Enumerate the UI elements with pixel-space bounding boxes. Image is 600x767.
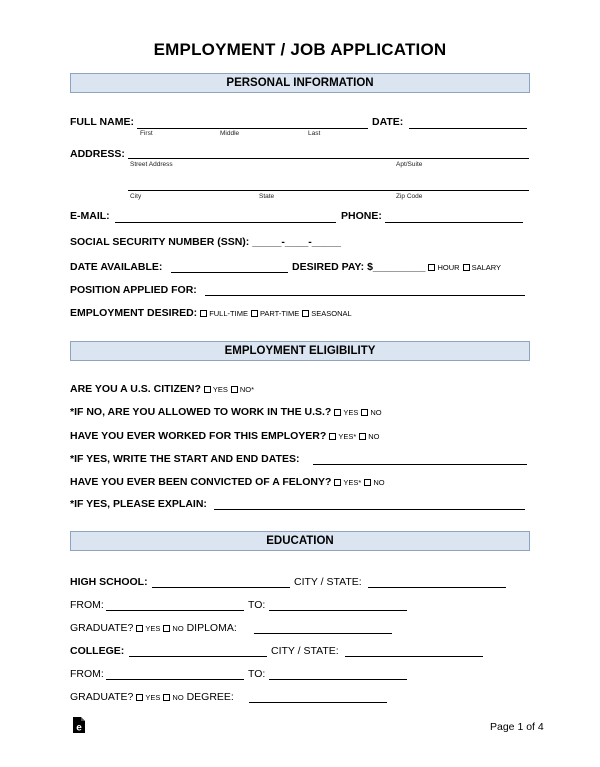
hs-graduate-label: GRADUATE? — [70, 622, 134, 634]
hs-to-label: TO: — [248, 599, 266, 611]
date-available-label: DATE AVAILABLE: — [70, 261, 163, 273]
college-graduate-row — [70, 691, 234, 704]
college-field[interactable] — [129, 656, 267, 657]
desired-pay-label[interactable] — [292, 261, 501, 274]
salary-option: SALARY — [471, 263, 502, 272]
first-sublabel: First — [140, 130, 153, 137]
felony-yes-option: YES* — [343, 478, 362, 487]
city-state-zip-field[interactable] — [128, 190, 529, 191]
felony-question: HAVE YOU EVER BEEN CONVICTED OF A FELONY? — [70, 476, 332, 488]
address-label: ADDRESS: — [70, 148, 125, 160]
hour-option: HOUR — [437, 263, 460, 272]
last-sublabel: Last — [308, 130, 321, 137]
hs-to-field[interactable] — [269, 610, 407, 611]
email-field[interactable] — [115, 222, 336, 223]
section-header-eligibility: EMPLOYMENT ELIGIBILITY — [70, 341, 530, 361]
employment-desired-label: EMPLOYMENT DESIRED: — [70, 307, 198, 319]
desired-pay-text: DESIRED PAY: $_________ — [292, 261, 426, 273]
college-from-label: FROM: — [70, 668, 104, 680]
middle-sublabel: Middle — [220, 130, 240, 137]
citizen-no-option: NO* — [239, 385, 255, 394]
hs-graduate-row — [70, 622, 237, 635]
worked-before-question: HAVE YOU EVER WORKED FOR THIS EMPLOYER? — [70, 430, 327, 442]
worked-before-row — [70, 430, 380, 443]
section-header-personal: PERSONAL INFORMATION — [70, 73, 530, 93]
college-city-state-label: CITY / STATE: — [271, 645, 339, 657]
college-to-label: TO: — [248, 668, 266, 680]
citizen-row — [70, 383, 254, 396]
allowed-no-checkbox[interactable] — [361, 409, 368, 416]
date-available-field[interactable] — [171, 272, 288, 273]
hs-graduate-yes-checkbox[interactable] — [136, 625, 143, 632]
section-header-education: EDUCATION — [70, 531, 530, 551]
allowed-yes-option: YES — [343, 408, 359, 417]
citizen-yes-option: YES — [212, 385, 228, 394]
seasonal-option: SEASONAL — [311, 309, 352, 318]
high-school-field[interactable] — [152, 587, 290, 588]
worked-no-checkbox[interactable] — [359, 433, 366, 440]
start-end-dates-label: *IF YES, WRITE THE START AND END DATES: — [70, 453, 300, 465]
full-time-option: FULL-TIME — [209, 309, 248, 318]
allowed-work-question: *IF NO, ARE YOU ALLOWED TO WORK IN THE U.S.? — [70, 406, 332, 418]
allowed-yes-checkbox[interactable] — [334, 409, 341, 416]
college-graduate-yes-checkbox[interactable] — [136, 694, 143, 701]
worked-yes-option: YES* — [338, 432, 357, 441]
degree-field[interactable] — [249, 702, 387, 703]
employment-desired-row — [70, 307, 352, 320]
college-graduate-label: GRADUATE? — [70, 691, 134, 703]
salary-checkbox[interactable] — [463, 264, 470, 271]
citizen-question: ARE YOU A U.S. CITIZEN? — [70, 383, 201, 395]
citizen-yes-checkbox[interactable] — [204, 386, 211, 393]
allowed-work-row — [70, 406, 382, 419]
high-school-label: HIGH SCHOOL: — [70, 576, 148, 588]
college-city-state-field[interactable] — [345, 656, 483, 657]
hs-graduate-no-option: NO — [172, 624, 184, 633]
full-name-field[interactable] — [137, 128, 368, 129]
apt-sublabel: Apt/Suite — [396, 161, 423, 168]
college-label: COLLEGE: — [70, 645, 125, 657]
city-sublabel: City — [130, 193, 142, 200]
zip-sublabel: Zip Code — [396, 193, 423, 200]
phone-field[interactable] — [385, 222, 523, 223]
explain-label: *IF YES, PLEASE EXPLAIN: — [70, 498, 207, 510]
part-time-checkbox[interactable] — [251, 310, 258, 317]
hs-city-state-field[interactable] — [368, 587, 506, 588]
date-label: DATE: — [372, 116, 404, 128]
diploma-field[interactable] — [254, 633, 392, 634]
street-address-field[interactable] — [128, 158, 529, 159]
worked-yes-checkbox[interactable] — [329, 433, 336, 440]
felony-yes-checkbox[interactable] — [334, 479, 341, 486]
college-graduate-no-option: NO — [172, 693, 184, 702]
allowed-no-option: NO — [370, 408, 382, 417]
full-name-label: FULL NAME: — [70, 116, 134, 128]
svg-text:e: e — [76, 722, 82, 734]
worked-no-option: NO — [368, 432, 380, 441]
college-graduate-yes-option: YES — [145, 693, 161, 702]
hs-from-field[interactable] — [106, 610, 244, 611]
position-label: POSITION APPLIED FOR: — [70, 284, 197, 296]
seasonal-checkbox[interactable] — [302, 310, 309, 317]
page-number: Page 1 of 4 — [490, 721, 544, 733]
felony-no-checkbox[interactable] — [364, 479, 371, 486]
felony-row — [70, 476, 385, 489]
date-field[interactable] — [409, 128, 527, 129]
college-graduate-no-checkbox[interactable] — [163, 694, 170, 701]
part-time-option: PART-TIME — [259, 309, 300, 318]
hs-city-state-label: CITY / STATE: — [294, 576, 362, 588]
eforms-logo-icon — [72, 717, 86, 734]
phone-label: PHONE: — [341, 210, 382, 222]
college-from-field[interactable] — [106, 679, 244, 680]
felony-no-option: NO — [373, 478, 385, 487]
state-sublabel: State — [259, 193, 275, 200]
position-field[interactable] — [205, 295, 525, 296]
full-time-checkbox[interactable] — [200, 310, 207, 317]
street-sublabel: Street Address — [130, 161, 173, 168]
degree-label: DEGREE: — [186, 691, 234, 703]
hour-checkbox[interactable] — [428, 264, 435, 271]
explain-field[interactable] — [214, 509, 525, 510]
start-end-dates-field[interactable] — [313, 464, 527, 465]
email-label: E-MAIL: — [70, 210, 110, 222]
page-title: EMPLOYMENT / JOB APPLICATION — [153, 40, 447, 59]
hs-from-label: FROM: — [70, 599, 104, 611]
hs-graduate-yes-option: YES — [145, 624, 161, 633]
college-to-field[interactable] — [269, 679, 407, 680]
diploma-label: DIPLOMA: — [186, 622, 237, 634]
ssn-label[interactable]: SOCIAL SECURITY NUMBER (SSN): _____-____-_____ — [70, 236, 341, 248]
citizen-no-checkbox[interactable] — [231, 386, 238, 393]
hs-graduate-no-checkbox[interactable] — [163, 625, 170, 632]
